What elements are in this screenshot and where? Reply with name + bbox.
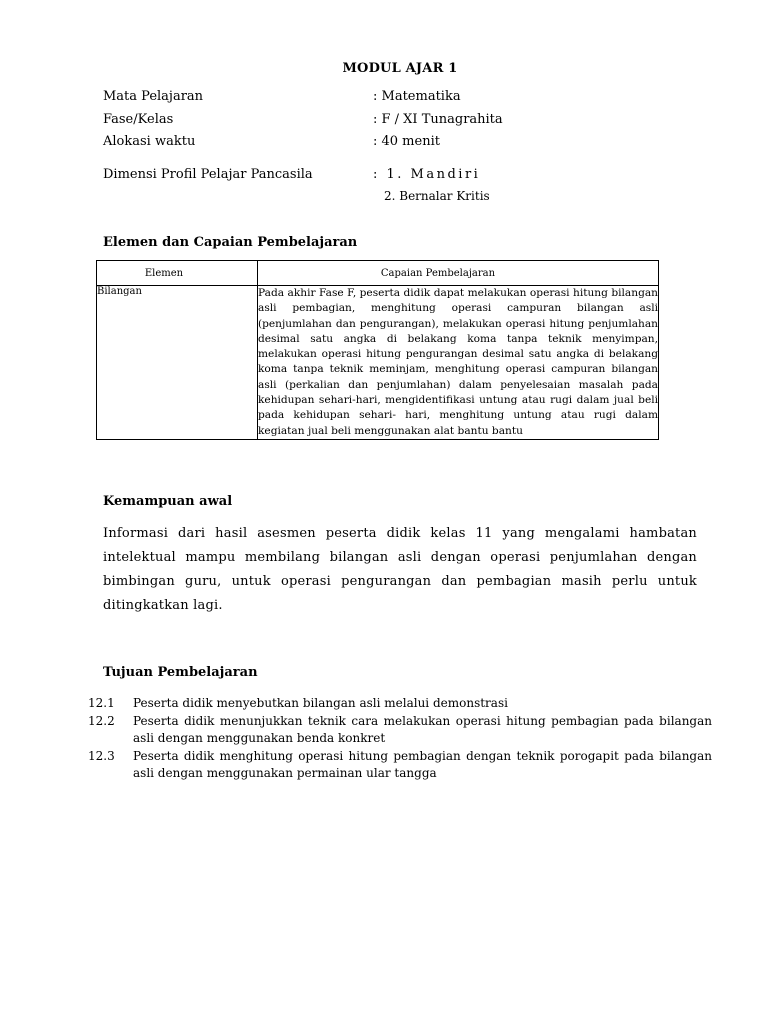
- profile-value-1: : 1. Mandiri: [373, 167, 481, 182]
- table-header-outcome: Capaian Pembelajaran: [258, 261, 659, 286]
- table-row: [97, 286, 659, 440]
- profile-label: Dimensi Profil Pelajar Pancasila: [103, 167, 313, 182]
- objective-number: 12.3: [88, 749, 115, 763]
- initial-ability-heading: Kemampuan awal: [103, 494, 233, 509]
- objective-text: Peserta didik menunjukkan teknik cara melakukan operasi hitung pembagian pada bilangan asli dengan menggunakan benda konkret: [133, 714, 712, 745]
- objective-text: Peserta didik menyebutkan bilangan asli melalui demonstrasi: [133, 696, 508, 710]
- elements-heading: Elemen dan Capaian Pembelajaran: [103, 235, 358, 250]
- table-header-element: Elemen: [97, 261, 258, 286]
- objective-text: Peserta didik menghitung operasi hitung pembagian dengan teknik porogapit pada bilangan asli dengan menggunakan permainan ular tangga: [133, 749, 712, 780]
- time-label: Alokasi waktu: [103, 134, 196, 149]
- initial-ability-text: Informasi dari hasil asesmen peserta didik kelas 11 yang mengalami hambatan intelektual mampu membilang bilangan asli dengan operasi penjumlahan dengan bimbingan guru, untuk operasi pengurangan dan pembagian masih perlu untuk ditingkatkan lagi.: [103, 526, 697, 613]
- table-header-row: [97, 261, 659, 286]
- subject-value: : Matematika: [373, 89, 461, 104]
- learning-outcomes-table: [96, 260, 659, 440]
- table-cell-element: Bilangan: [97, 286, 258, 440]
- time-value: : 40 menit: [373, 134, 440, 149]
- table-cell-outcome: Pada akhir Fase F, peserta didik dapat melakukan operasi hitung bilangan asli pembagian, menghitung operasi campuran bilangan asli (penjumlahan dan pengurangan), melakukan operasi hitung penjumlahan desimal satu angka di belakang koma tanpa teknik menyimpan, melakukan operasi hitung pengurangan desimal satu angka di belakang koma tanpa teknik meminjam, menghitung operasi campuran bilangan asli (perkalian dan penjumlahan) dalam penyelesaian masalah pada kehidupan sehari-hari, mengidentifikasi untung atau rugi dalam jual beli pada kehidupan sehari- hari, menghitung untung atau rugi dalam kegiatan jual beli menggunakan alat bantu bantu: [258, 286, 659, 440]
- phase-value: : F / XI Tunagrahita: [373, 112, 503, 127]
- objective-number: 12.1: [88, 696, 115, 710]
- objectives-heading: Tujuan Pembelajaran: [103, 665, 258, 680]
- profile-value-2: 2. Bernalar Kritis: [384, 189, 490, 203]
- subject-label: Mata Pelajaran: [103, 89, 204, 104]
- document-title: MODUL AJAR 1: [342, 61, 458, 76]
- phase-label: Fase/Kelas: [103, 112, 174, 127]
- objective-number: 12.2: [88, 714, 115, 728]
